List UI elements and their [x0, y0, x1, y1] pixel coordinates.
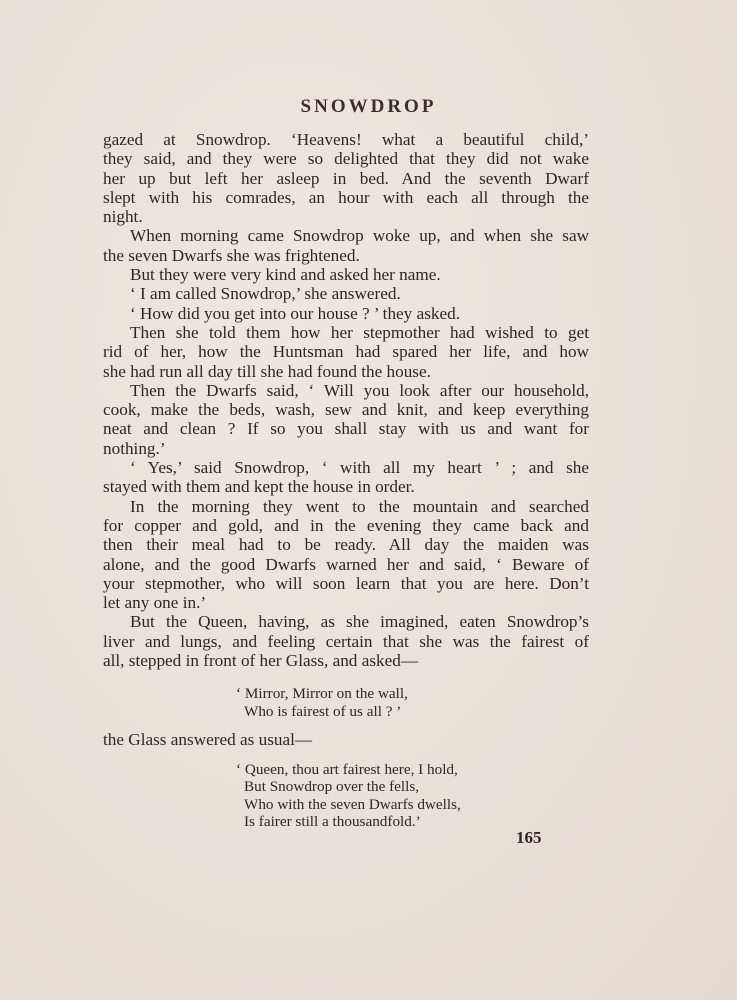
text-line: then their meal had to be ready. All day the maiden was	[103, 535, 589, 555]
page-number: 165	[516, 828, 542, 847]
text-line: liver and lungs, and feeling certain that she was the fairest of	[103, 631, 589, 651]
text-line: her up but left her asleep in bed. And the seventh Dwarf	[103, 168, 589, 188]
text-line: night.	[103, 207, 143, 227]
verse-line: Who is fairest of us all ? ’	[244, 703, 402, 720]
text-line: ‘ I am called Snowdrop,’ she answered.	[130, 284, 401, 304]
text-line: let any one in.’	[103, 593, 207, 613]
text-line: In the morning they went to the mountain and searched	[130, 496, 589, 516]
verse-line: Who with the seven Dwarfs dwells,	[244, 795, 461, 813]
text-line: rid of her, how the Huntsman had spared her life, and how	[103, 342, 589, 362]
verse-queen	[236, 761, 461, 831]
verse-line: Is fairer still a thousandfold.’	[244, 813, 421, 831]
text-line: gazed at Snowdrop. ‘Heavens! what a beautiful child,’	[103, 130, 589, 149]
text-line: Then the Dwarfs said, ‘ Will you look after our household,	[130, 380, 589, 400]
text-line: ‘ How did you get into our house ? ’ they asked.	[130, 303, 460, 323]
narrative-line: the Glass answered as usual—	[103, 730, 313, 749]
running-head-title: SNOWDROP	[300, 96, 437, 117]
body-text	[103, 130, 589, 670]
verse-line: ‘ Queen, thou art fairest here, I hold,	[236, 761, 458, 778]
text-line: Then she told them how her stepmother had wished to get	[130, 322, 589, 342]
text-line: slept with his comrades, an hour with each all through the	[103, 187, 589, 207]
text-line: they said, and they were so delighted that they did not wake	[103, 149, 589, 169]
text-line: But the Queen, having, as she imagined, eaten Snowdrop’s	[130, 612, 589, 632]
verse-line: ‘ Mirror, Mirror on the wall,	[236, 685, 408, 702]
verse-mirror	[236, 685, 408, 721]
text-line: she had run all day till she had found the house.	[103, 361, 431, 381]
text-line: all, stepped in front of her Glass, and asked—	[103, 651, 419, 671]
verse-line: But Snowdrop over the fells,	[244, 778, 420, 796]
text-line: stayed with them and kept the house in order.	[103, 477, 415, 497]
text-line: alone, and the good Dwarfs warned her and said, ‘ Beware of	[103, 554, 589, 574]
text-line: your stepmother, who will soon learn that you are here. Don’t	[103, 573, 589, 593]
text-line: ‘ Yes,’ said Snowdrop, ‘ with all my heart ’ ; and she	[130, 458, 589, 478]
text-line: neat and clean ? If so you shall stay with us and want for	[103, 419, 589, 439]
text-line: for copper and gold, and in the evening they came back and	[103, 515, 589, 535]
text-line: cook, make the beds, wash, sew and knit, and keep everything	[103, 400, 589, 420]
text-line: nothing.’	[103, 438, 166, 458]
text-line: the seven Dwarfs she was frightened.	[103, 245, 360, 265]
text-line: But they were very kind and asked her name.	[130, 265, 441, 285]
text-line: When morning came Snowdrop woke up, and when she saw	[130, 226, 589, 246]
